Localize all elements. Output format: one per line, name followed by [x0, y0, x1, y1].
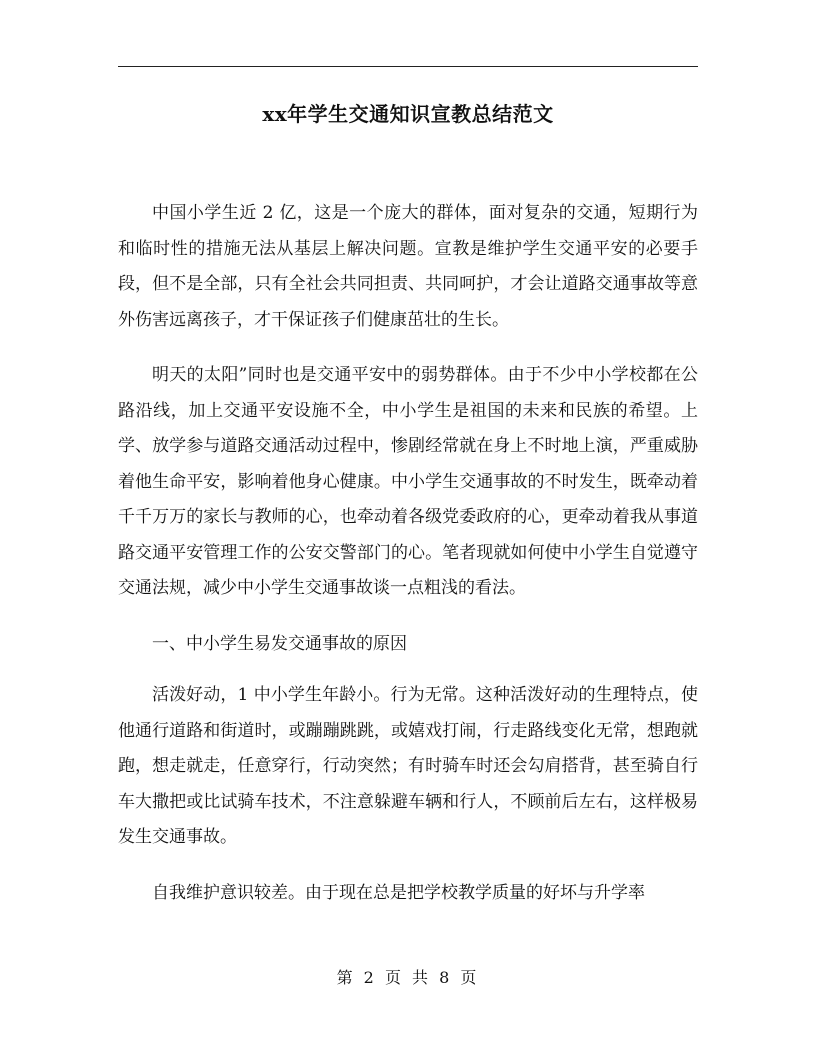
paragraph-intro: 中国小学生近 2 亿，这是一个庞大的群体，面对复杂的交通，短期行为和临时性的措施无法从基层上解决问题。宣教是维护学生交通平安的必要手段，但不是全部，只有全社会共同担责、共同呵护，才会让道路交通事故等意外伤害远离孩子，才干保证孩子们健康茁壮的生长。 [118, 203, 698, 330]
header-rule [118, 66, 698, 67]
paragraph-background: 明天的太阳”同时也是交通平安中的弱势群体。由于不少中小学校都在公路沿线，加上交通平安设施不全，中小学生是祖国的未来和民族的希望。上学、放学参与道路交通活动过程中，惨剧经常就在身上不时地上演，严重威胁着他生命平安，影响着他身心健康。中小学生交通事故的不时发生，既牵动着千千万万的家长与教师的心，也牵动着各级党委政府的心，更牵动着我从事道路交通平安管理工作的公安交警部门的心。笔者现就如何使中小学生自觉遵守交通法规，减少中小学生交通事故谈一点粗浅的看法。 [118, 365, 698, 598]
section-heading-causes: 一、中小学生易发交通事故的原因 [152, 633, 407, 654]
paragraph-cause-awareness: 自我维护意识较差。由于现在总是把学校教学质量的好坏与升学率 [152, 882, 645, 903]
document-body [118, 196, 698, 931]
paragraph-cause-active: 活泼好动，1 中小学生年龄小。行为无常。这种活泼好动的生理特点，使他通行道路和街道时，或蹦蹦跳跳，或嬉戏打闹，行走路线变化无常，想跑就跑，想走就走，任意穿行，行动突然；有时骑车时还会勾肩搭背，甚至骑自行车大撒把或比试骑车技术，不注意躲避车辆和行人，不顾前后左右，这样极易发生交通事故。 [118, 685, 698, 847]
page-number: 第 2 页 共 8 页 [336, 968, 480, 987]
document-title: xx年学生交通知识宣教总结范文 [262, 102, 554, 126]
